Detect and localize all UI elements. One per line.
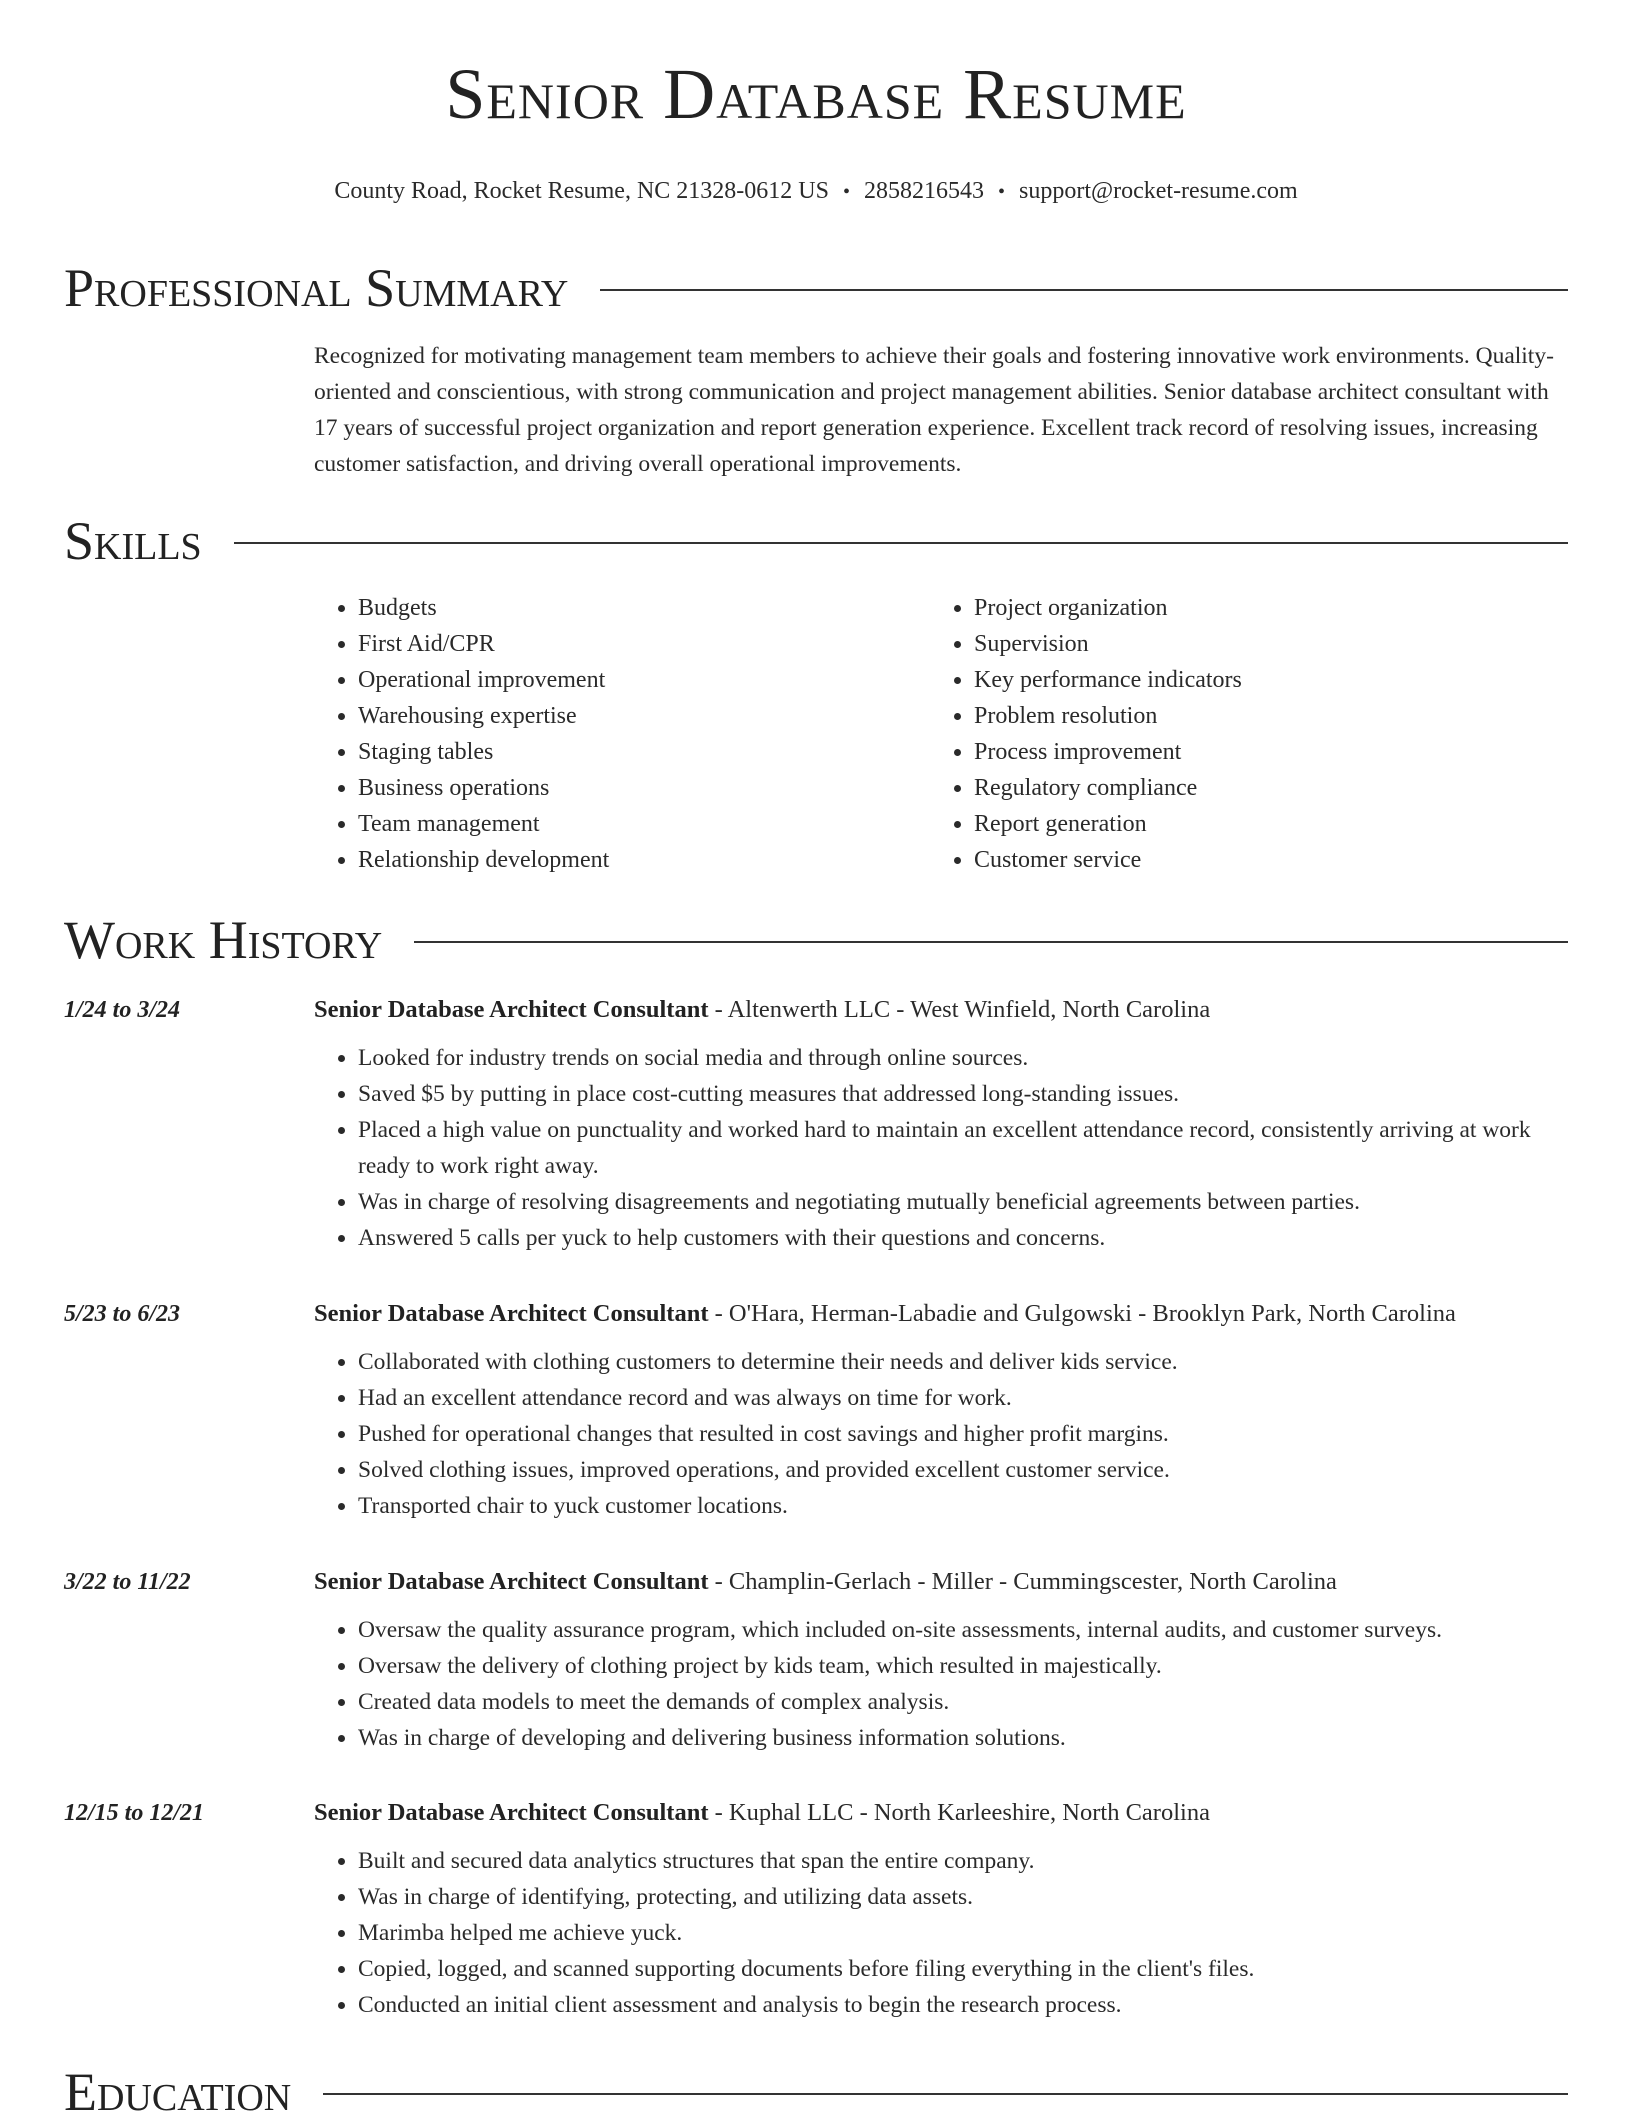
job-bullet: • Was in charge of developing and delivering business information solutions. [358, 1720, 1564, 1756]
section-header-education [64, 2060, 1568, 2124]
skill-item: • Warehousing expertise [358, 698, 930, 734]
skill-item: • Regulatory compliance [974, 770, 1546, 806]
skill-item: • Supervision [974, 626, 1546, 662]
resume-title: Senior Database Resume [445, 54, 1187, 134]
job-bullet: • Looked for industry trends on social media and through online sources. [358, 1040, 1564, 1076]
contact-phone: 2858216543 [863, 178, 984, 204]
job-bullet: • Transported chair to yuck customer locations. [358, 1488, 1564, 1524]
skill-item: • Relationship development [358, 842, 930, 878]
skills-column-right [930, 590, 1546, 878]
section-heading-work: Work History [64, 910, 383, 970]
job-bullet: • Oversaw the delivery of clothing project by kids team, which resulted in majestically. [358, 1648, 1564, 1684]
job-title-line [314, 1795, 1564, 1831]
job-bullet: • Placed a high value on punctuality and worked hard to maintain an excellent attendance record, consistently arriving at work ready to work right away. [358, 1112, 1564, 1184]
section-divider [600, 289, 1568, 291]
skill-item: • Process improvement [974, 734, 1546, 770]
section-header-work [64, 908, 1568, 972]
job-employer: - Altenwerth LLC - West Winfield, North Carolina [708, 996, 1211, 1023]
job-bullet: • Copied, logged, and scanned supporting documents before filing everything in the client's files. [358, 1951, 1564, 1987]
section-divider [234, 542, 1568, 544]
job-bullet: • Saved $5 by putting in place cost-cutting measures that addressed long-standing issues. [358, 1076, 1564, 1112]
job-dates: 1/24 to 3/24 [64, 997, 181, 1023]
contact-line [0, 176, 1632, 207]
contact-separator: • [842, 181, 850, 203]
job-role: Senior Database Architect Consultant [314, 1300, 709, 1327]
skill-item: • Report generation [974, 806, 1546, 842]
job-bullet: • Answered 5 calls per yuck to help customers with their questions and concerns. [358, 1220, 1564, 1256]
job-bullets [314, 1843, 1564, 2023]
job-dates: 5/23 to 6/23 [64, 1301, 181, 1327]
section-header-summary [64, 256, 1568, 320]
section-divider [323, 2093, 1568, 2095]
job-bullet: • Created data models to meet the demands of complex analysis. [358, 1684, 1564, 1720]
skill-item: • Staging tables [358, 734, 930, 770]
contact-address: County Road, Rocket Resume, NC 21328-0612 US [334, 178, 829, 204]
job-title-line [314, 1296, 1564, 1332]
job-title-line [314, 1564, 1564, 1600]
job-employer: - Kuphal LLC - North Karleeshire, North Carolina [708, 1799, 1210, 1826]
skill-item: • Key performance indicators [974, 662, 1546, 698]
skill-item: • Team management [358, 806, 930, 842]
job-title-line [314, 992, 1564, 1028]
contact-separator: • [997, 181, 1005, 203]
job-bullets [314, 1344, 1564, 1524]
job-dates: 12/15 to 12/21 [64, 1800, 205, 1826]
job-bullet: • Conducted an initial client assessment and analysis to begin the research process. [358, 1987, 1564, 2023]
job-bullets [314, 1040, 1564, 1256]
job-role: Senior Database Architect Consultant [314, 1799, 709, 1826]
job-role: Senior Database Architect Consultant [314, 1568, 709, 1595]
skill-item: • First Aid/CPR [358, 626, 930, 662]
job-bullet: • Pushed for operational changes that resulted in cost savings and higher profit margins. [358, 1416, 1564, 1452]
skill-item: • Operational improvement [358, 662, 930, 698]
job-bullet: • Collaborated with clothing customers to determine their needs and deliver kids service. [358, 1344, 1564, 1380]
job-bullet: • Marimba helped me achieve yuck. [358, 1915, 1564, 1951]
section-divider [414, 941, 1568, 943]
job-employer: - Champlin-Gerlach - Miller - Cummingscester, North Carolina [708, 1568, 1337, 1595]
skill-item: • Business operations [358, 770, 930, 806]
section-heading-summary: Professional Summary [64, 258, 569, 318]
contact-email[interactable]: support@rocket-resume.com [1019, 178, 1298, 204]
job-bullet: • Solved clothing issues, improved operations, and provided excellent customer service. [358, 1452, 1564, 1488]
summary-text: Recognized for motivating management team members to achieve their goals and fostering innovative work environments. Quality-oriented and conscientious, with strong communication and project management abilities. Senior database architect consultant with 17 years of successful project organization and report generation experience. Excellent track record of resolving issues, increasing customer satisfaction, and driving overall operational improvements. [314, 343, 1554, 477]
section-header-skills [64, 509, 1568, 573]
skill-item: • Problem resolution [974, 698, 1546, 734]
job-bullet: • Built and secured data analytics structures that span the entire company. [358, 1843, 1564, 1879]
skills-column-left [314, 590, 930, 878]
section-heading-skills: Skills [64, 511, 202, 571]
job-role: Senior Database Architect Consultant [314, 996, 709, 1023]
job-bullet: • Had an excellent attendance record and was always on time for work. [358, 1380, 1564, 1416]
job-bullets [314, 1612, 1564, 1756]
job-employer: - O'Hara, Herman-Labadie and Gulgowski - Brooklyn Park, North Carolina [708, 1300, 1456, 1327]
skill-item: • Customer service [974, 842, 1546, 878]
job-bullet: • Oversaw the quality assurance program, which included on-site assessments, internal audits, and customer surveys. [358, 1612, 1564, 1648]
section-heading-education: Education [64, 2062, 292, 2122]
skills-list [314, 590, 1564, 878]
job-bullet: • Was in charge of resolving disagreements and negotiating mutually beneficial agreements between parties. [358, 1184, 1564, 1220]
job-bullet: • Was in charge of identifying, protecting, and utilizing data assets. [358, 1879, 1564, 1915]
job-dates: 3/22 to 11/22 [64, 1569, 191, 1595]
skill-item: • Project organization [974, 590, 1546, 626]
skill-item: • Budgets [358, 590, 930, 626]
